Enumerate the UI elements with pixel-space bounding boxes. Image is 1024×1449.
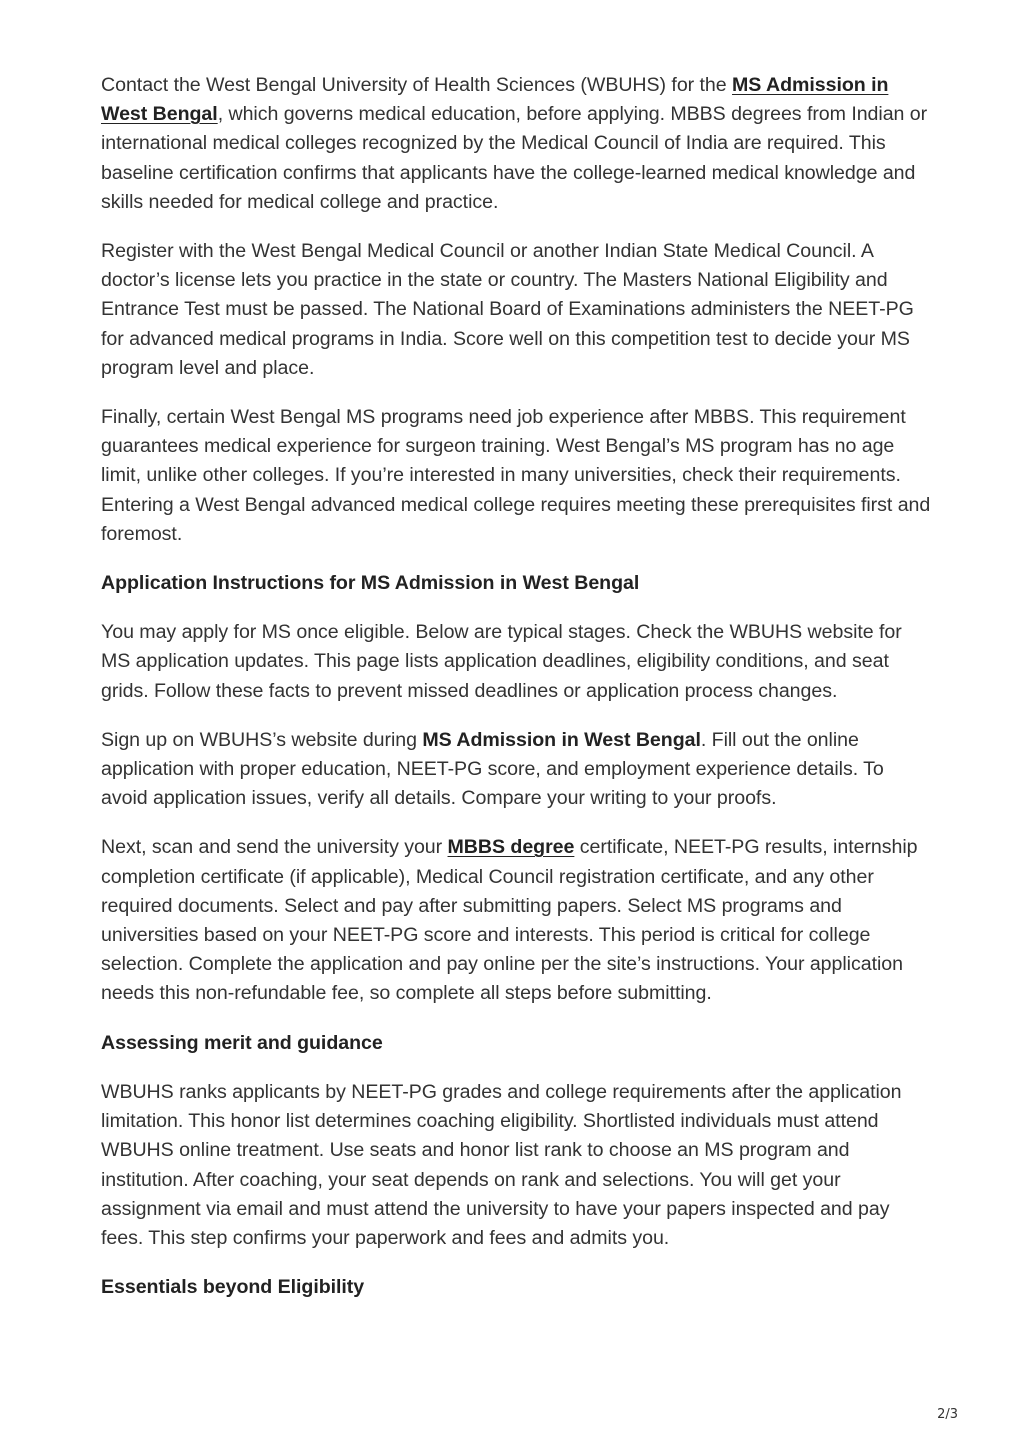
mbbs-degree-link[interactable]: MBBS degree [447,836,575,859]
paragraph-ranking: WBUHS ranks applicants by NEET-PG grades and college requirements after the application limitation. This honor list determines coaching eligibility. Shortlisted individuals must attend WBUHS online treatment. Use seats and honor list rank to choose an MS program and institution. After coaching, your seat depends on rank and selections. You will get your assignment via email and must attend the university to have your papers inspected and pay fees. This step confirms your paperwork and fees and admits you. [101,1080,902,1249]
heading-essentials: Essentials beyond Eligibility [101,1276,365,1299]
ms-admission-bold-text: MS Admission in West Bengal [422,728,701,751]
paragraph-text: , which governs medical education, before applying. MBBS degrees from Indian or international medical colleges recognized by the Medical Council of India are required. This baseline certification confirms that applicants have the college-learned medical knowledge and skills needed for medical college and practice. [101,103,928,213]
ms-admission-link[interactable]: MS Admission in West Bengal [101,74,889,126]
paragraph-documents [101,833,931,1008]
paragraph-wbuhs-contact [101,71,931,217]
paragraph-text: Contact the West Bengal University of Health Sciences (WBUHS) for the [101,74,733,96]
heading-application-instructions: Application Instructions for MS Admission in West Bengal [101,572,640,595]
paragraph-text: Sign up on WBUHS’s website during [101,728,423,751]
paragraph-sign-up [101,726,931,814]
paragraph-text: Next, scan and send the university your [101,836,448,859]
paragraph-text: certificate, NEET-PG results, internship completion certificate (if applicable), Medical Council registration certificate, and any other required documents. Select and pay after submitting papers. Select MS programs and universities based on your NEET-PG score and interests. This period is critical for college selection. Complete the application and pay online per the site’s instructions. Your application needs this non-refundable fee, so complete all steps before submitting. [101,836,918,1005]
document-body [101,71,931,1322]
paragraph-apply-once-eligible: You may apply for MS once eligible. Below are typical stages. Check the WBUHS website for MS application updates. This page lists application deadlines, eligibility conditions, and seat grids. Follow these facts to prevent missed deadlines or application process changes. [101,621,902,702]
page-number: 2/3 [937,1407,958,1422]
paragraph-registration: Register with the West Bengal Medical Council or another Indian State Medical Council. A doctor’s license lets you practice in the state or country. The Masters National Eligibility and Entrance Test must be passed. The National Board of Examinations administers the NEET-PG for advanced medical programs in India. Score well on this competition test to decide your MS program level and place. [101,240,914,379]
paragraph-text: . Fill out the online application with proper education, NEET-PG score, and employment experience details. To avoid application issues, verify all details. Compare your writing to your proofs. [101,728,884,810]
heading-assessing-merit: Assessing merit and guidance [101,1031,383,1054]
paragraph-experience: Finally, certain West Bengal MS programs need job experience after MBBS. This requirement guarantees medical experience for surgeon training. West Bengal’s MS program has no age limit, unlike other colleges. If you’re interested in many universities, check their requirements. Entering a West Bengal advanced medical college requires meeting these prerequisites first and foremost. [101,406,931,545]
